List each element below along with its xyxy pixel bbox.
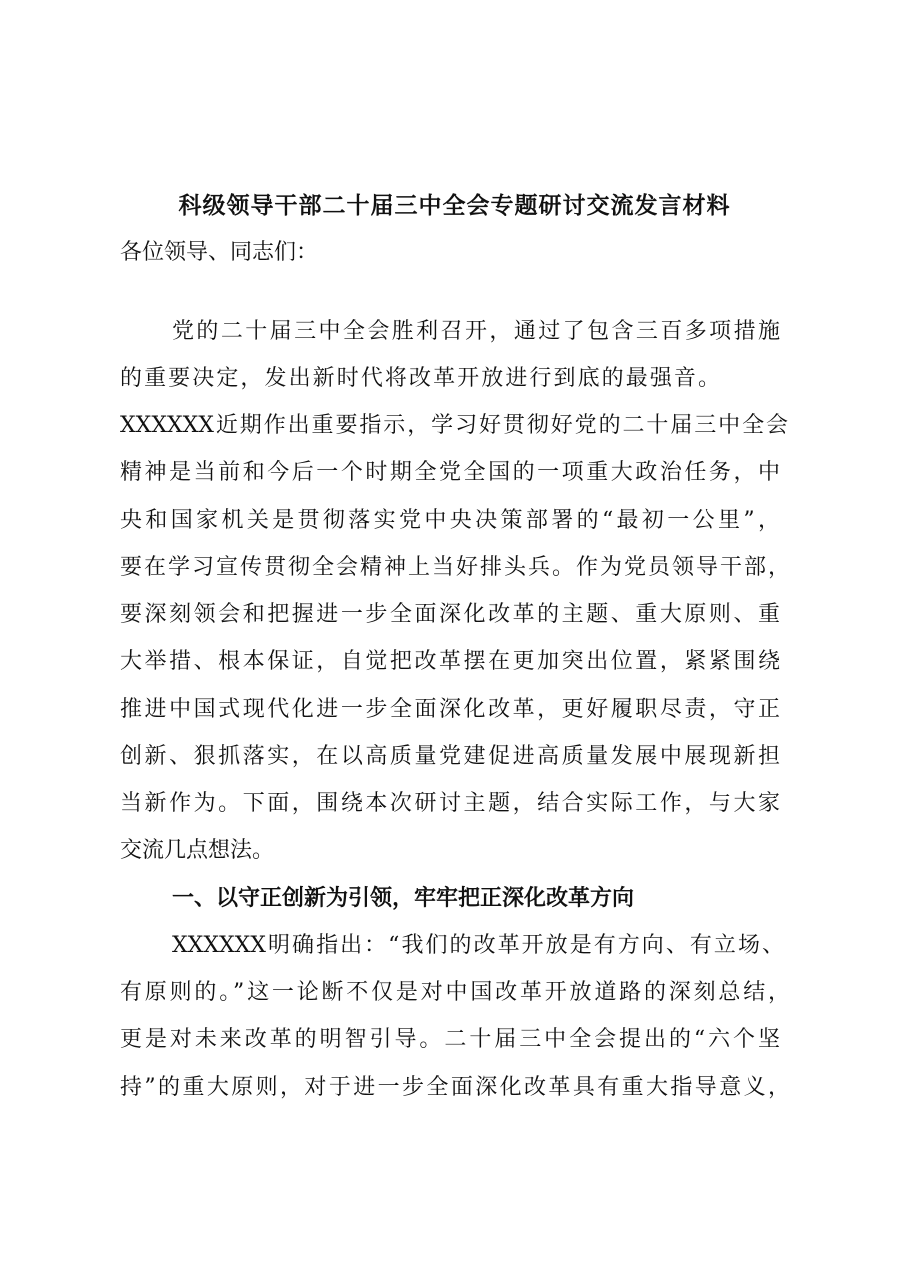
- body-line: 大举措、根本保证，自觉把改革摆在更加突出位置，紧紧围绕: [120, 649, 780, 674]
- body-line: 推进中国式现代化进一步全面深化改革，更好履职尽责，守正: [120, 697, 780, 722]
- body-line: XXXXXX明确指出：“我们的改革开放是有方向、有立场、: [172, 933, 784, 958]
- body-line: 有原则的。”这一论断不仅是对中国改革开放道路的深刻总结，: [120, 980, 790, 1005]
- body-line: 精神是当前和今后一个时期全党全国的一项重大政治任务，中: [120, 460, 780, 485]
- document-title: 科级领导干部二十届三中全会专题研讨交流发言材料: [178, 192, 731, 219]
- body-line: 创新、狠抓落实，在以高质量党建促进高质量发展中展现新担: [120, 744, 780, 769]
- body-line: 持”的重大原则，对于进一步全面深化改革具有重大指导意义，: [120, 1075, 790, 1100]
- body-line: 当新作为。下面，围绕本次研讨主题，结合实际工作，与大家: [120, 791, 780, 816]
- body-line: XXXXXX近期作出重要指示，学习好贯彻好党的二十届三中全会: [120, 413, 788, 438]
- body-line: 交流几点想法。: [120, 838, 275, 863]
- body-line: 央和国家机关是贯彻落实党中央决策部署的“最初一公里”，: [120, 508, 780, 533]
- body-line: 要在学习宣传贯彻全会精神上当好排头兵。作为党员领导干部，: [120, 555, 790, 580]
- body-line: 党的二十届三中全会胜利召开，通过了包含三百多项措施: [172, 319, 780, 344]
- body-line: 更是对未来改革的明智引导。二十届三中全会提出的“六个坚: [120, 1027, 780, 1052]
- body-line: 要深刻领会和把握进一步全面深化改革的主题、重大原则、重: [120, 602, 780, 627]
- section-heading: 一、以守正创新为引领，牢牢把正深化改革方向: [172, 886, 635, 911]
- body-line: 的重要决定，发出新时代将改革开放进行到底的最强音。: [120, 366, 720, 391]
- salutation: 各位领导、同志们：: [120, 240, 319, 265]
